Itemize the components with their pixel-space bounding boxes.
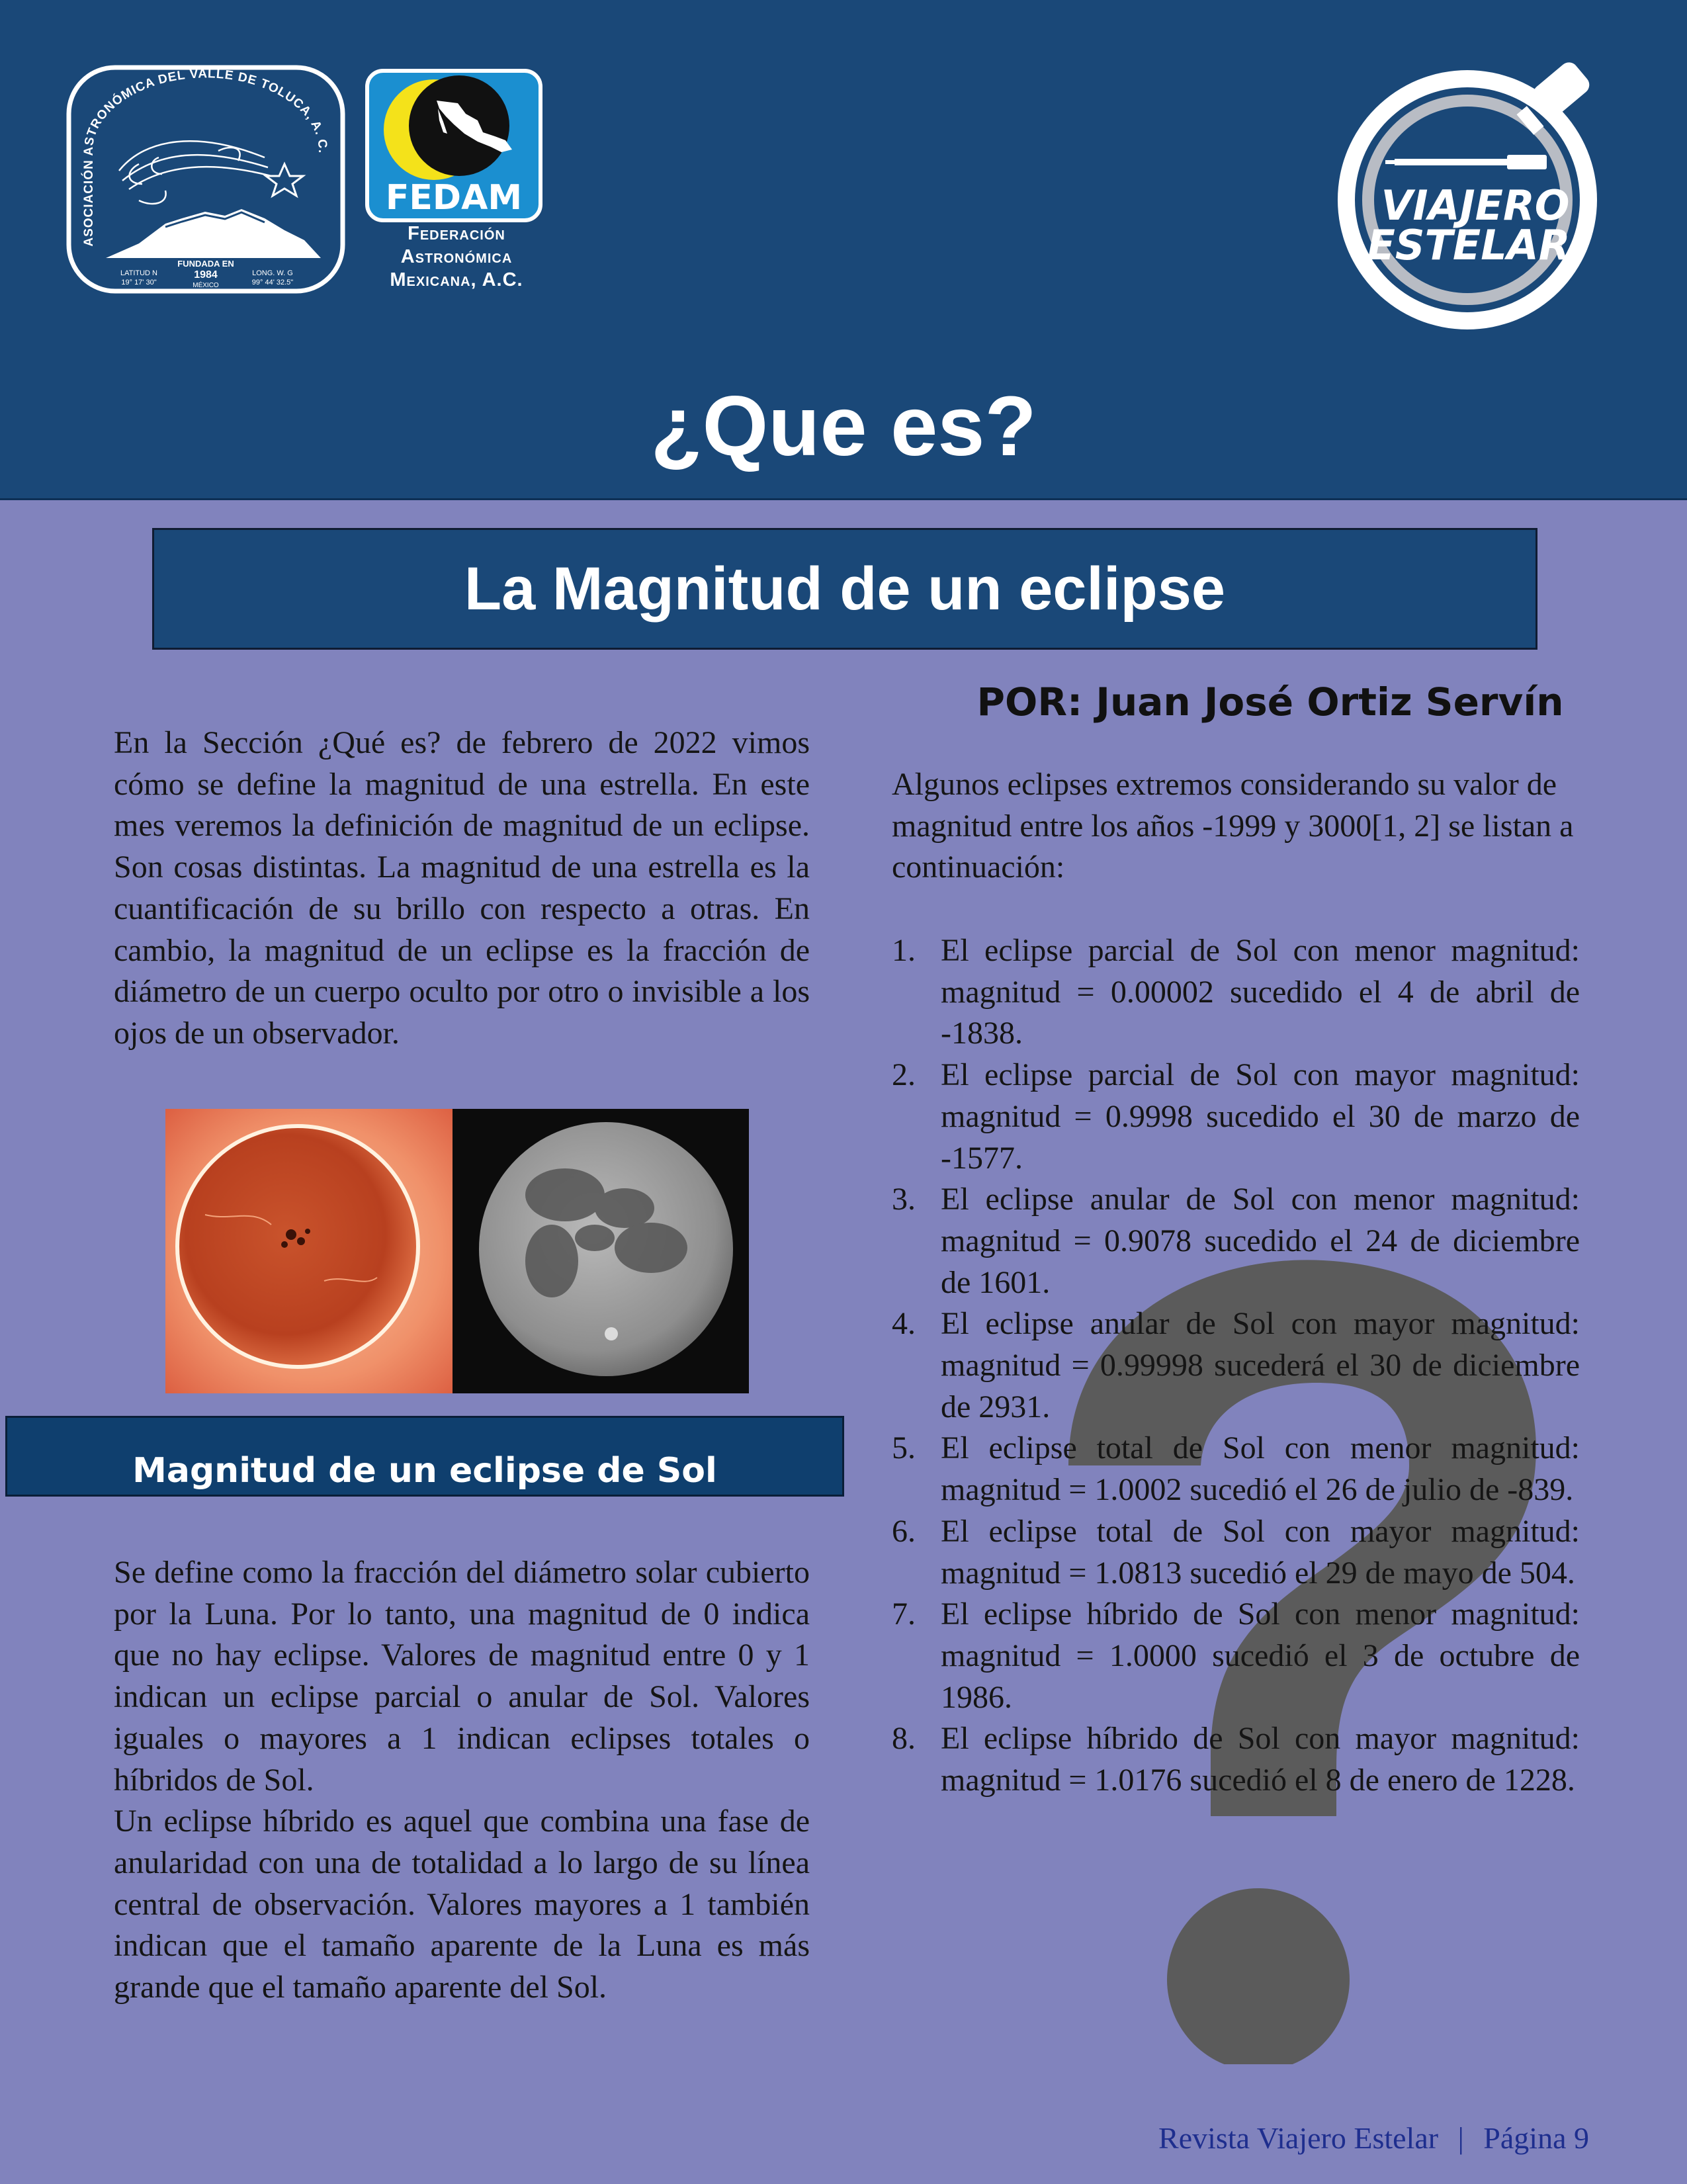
aavt-logo xyxy=(66,65,345,294)
eclipse-list xyxy=(892,930,1580,1802)
list-item-number: 7. xyxy=(892,1596,916,1632)
footer-separator: | xyxy=(1457,2121,1464,2155)
svg-text:LATITUD N: LATITUD N xyxy=(120,269,158,277)
list-item xyxy=(892,1594,1580,1718)
fedam-caption-line: Astronómica xyxy=(400,246,513,267)
list-item xyxy=(892,1511,1580,1594)
list-item-text: El eclipse anular de Sol con mayor magnitud: magnitud = 0.99998 sucederá el 30 de diciembre de 2931. xyxy=(941,1306,1580,1424)
list-item-text: El eclipse parcial de Sol con menor magnitud: magnitud = 0.00002 sucedido el 4 de abril de -1838. xyxy=(941,933,1580,1051)
list-item-number: 4. xyxy=(892,1306,916,1342)
svg-text:19° 17' 30": 19° 17' 30" xyxy=(121,279,157,286)
list-intro: Algunos eclipses extremos considerando su valor de magnitud entre los años -1999 y 3000[1, 2] se listan a continuación: xyxy=(892,767,1574,885)
moon-image xyxy=(453,1109,749,1393)
list-item-number: 3. xyxy=(892,1182,916,1217)
svg-text:VIAJERO: VIAJERO xyxy=(1381,181,1570,230)
fedam-logo xyxy=(365,69,542,222)
svg-text:1984: 1984 xyxy=(194,269,218,281)
svg-text:FUNDADA EN: FUNDADA EN xyxy=(177,259,234,269)
list-item xyxy=(892,930,1580,1055)
definition-paragraph: Un eclipse híbrido es aquel que combina una fase de anularidad con una de totalidad a lo largo de su línea central de observación. Valores mayores a 1 también indican que el tamaño aparente de la Luna es más grande que el tamaño aparente del Sol. xyxy=(114,1804,810,2005)
list-item-text: El eclipse parcial de Sol con mayor magnitud: magnitud = 0.9998 sucedido el 30 de marzo de -1577. xyxy=(941,1057,1580,1176)
list-item-number: 6. xyxy=(892,1513,916,1549)
fedam-caption xyxy=(357,222,556,292)
definition-text xyxy=(114,1552,810,2009)
fedam-caption-line: Mexicana, A.C. xyxy=(390,269,523,290)
list-item xyxy=(892,1179,1580,1303)
svg-text:MÉXICO: MÉXICO xyxy=(193,282,219,289)
article-byline: POR: Juan José Ortiz Servín xyxy=(976,679,1564,724)
list-item xyxy=(892,1303,1580,1428)
list-item-text: El eclipse total de Sol con mayor magnitud: magnitud = 1.0813 sucedió el 29 de mayo de 504. xyxy=(941,1513,1580,1591)
sun-image xyxy=(165,1109,455,1393)
list-item-text: El eclipse total de Sol con menor magnitud: magnitud = 1.0002 sucedió el 26 de julio de -839. xyxy=(941,1430,1580,1508)
list-item xyxy=(892,1718,1580,1801)
list-item-text: El eclipse híbrido de Sol con menor magnitud: magnitud = 1.0000 sucedió el 3 de octubre de 1986. xyxy=(941,1596,1580,1715)
section-title: ¿Que es? xyxy=(650,379,1037,474)
svg-text:99° 44' 32.5": 99° 44' 32.5" xyxy=(251,279,294,286)
list-item-number: 8. xyxy=(892,1721,916,1757)
intro-paragraph: En la Sección ¿Qué es? de febrero de 2022 vimos cómo se define la magnitud de una estrella. En este mes veremos la definición de magnitud de un eclipse. Son cosas distintas. La magnitud de una estrella es la cuantificación de su brillo con respecto a otras. En cambio, la magnitud de un eclipse es la fracción de diámetro de un cuerpo oculto por otro o invisible a los ojos de un observador. xyxy=(114,725,810,1051)
list-item-number: 2. xyxy=(892,1057,916,1093)
article-title: La Magnitud de un eclipse xyxy=(152,528,1537,650)
svg-text:ASOCIACIÓN ASTRONÓMICA DEL VAL: ASOCIACIÓN ASTRONÓMICA DEL VALLE DE TOLUCA, A. C. xyxy=(82,67,330,247)
footer-page-number: Página 9 xyxy=(1483,2121,1589,2155)
fedam-caption-line: Federación xyxy=(408,223,505,244)
viajero-estelar-logo xyxy=(1322,46,1626,337)
svg-text:FEDAM: FEDAM xyxy=(385,178,523,218)
page-footer xyxy=(1138,2117,1589,2160)
list-item xyxy=(892,1428,1580,1510)
list-item-number: 1. xyxy=(892,933,916,968)
svg-text:ESTELAR: ESTELAR xyxy=(1367,221,1571,269)
list-item-text: El eclipse anular de Sol con menor magnitud: magnitud = 0.9078 sucedido el 24 de diciembre de 1601. xyxy=(941,1182,1580,1300)
page-header xyxy=(0,0,1687,500)
svg-text:LONG. W. G: LONG. W. G xyxy=(252,269,293,277)
definition-paragraph: Se define como la fracción del diámetro solar cubierto por la Luna. Por lo tanto, una magnitud de 0 indica que no hay eclipse. Valores de magnitud entre 0 y 1 indican un eclipse parcial o anular de Sol. Valores iguales o mayores a 1 indican eclipses totales o híbridos de Sol. xyxy=(114,1555,810,1798)
list-item xyxy=(892,1055,1580,1179)
list-item-number: 5. xyxy=(892,1430,916,1466)
footer-magazine: Revista Viajero Estelar xyxy=(1158,2121,1439,2155)
subsection-title: Magnitud de un eclipse de Sol xyxy=(5,1416,844,1497)
list-item-text: El eclipse híbrido de Sol con mayor magnitud: magnitud = 1.0176 sucedió el 8 de enero de 1228. xyxy=(941,1721,1580,1798)
